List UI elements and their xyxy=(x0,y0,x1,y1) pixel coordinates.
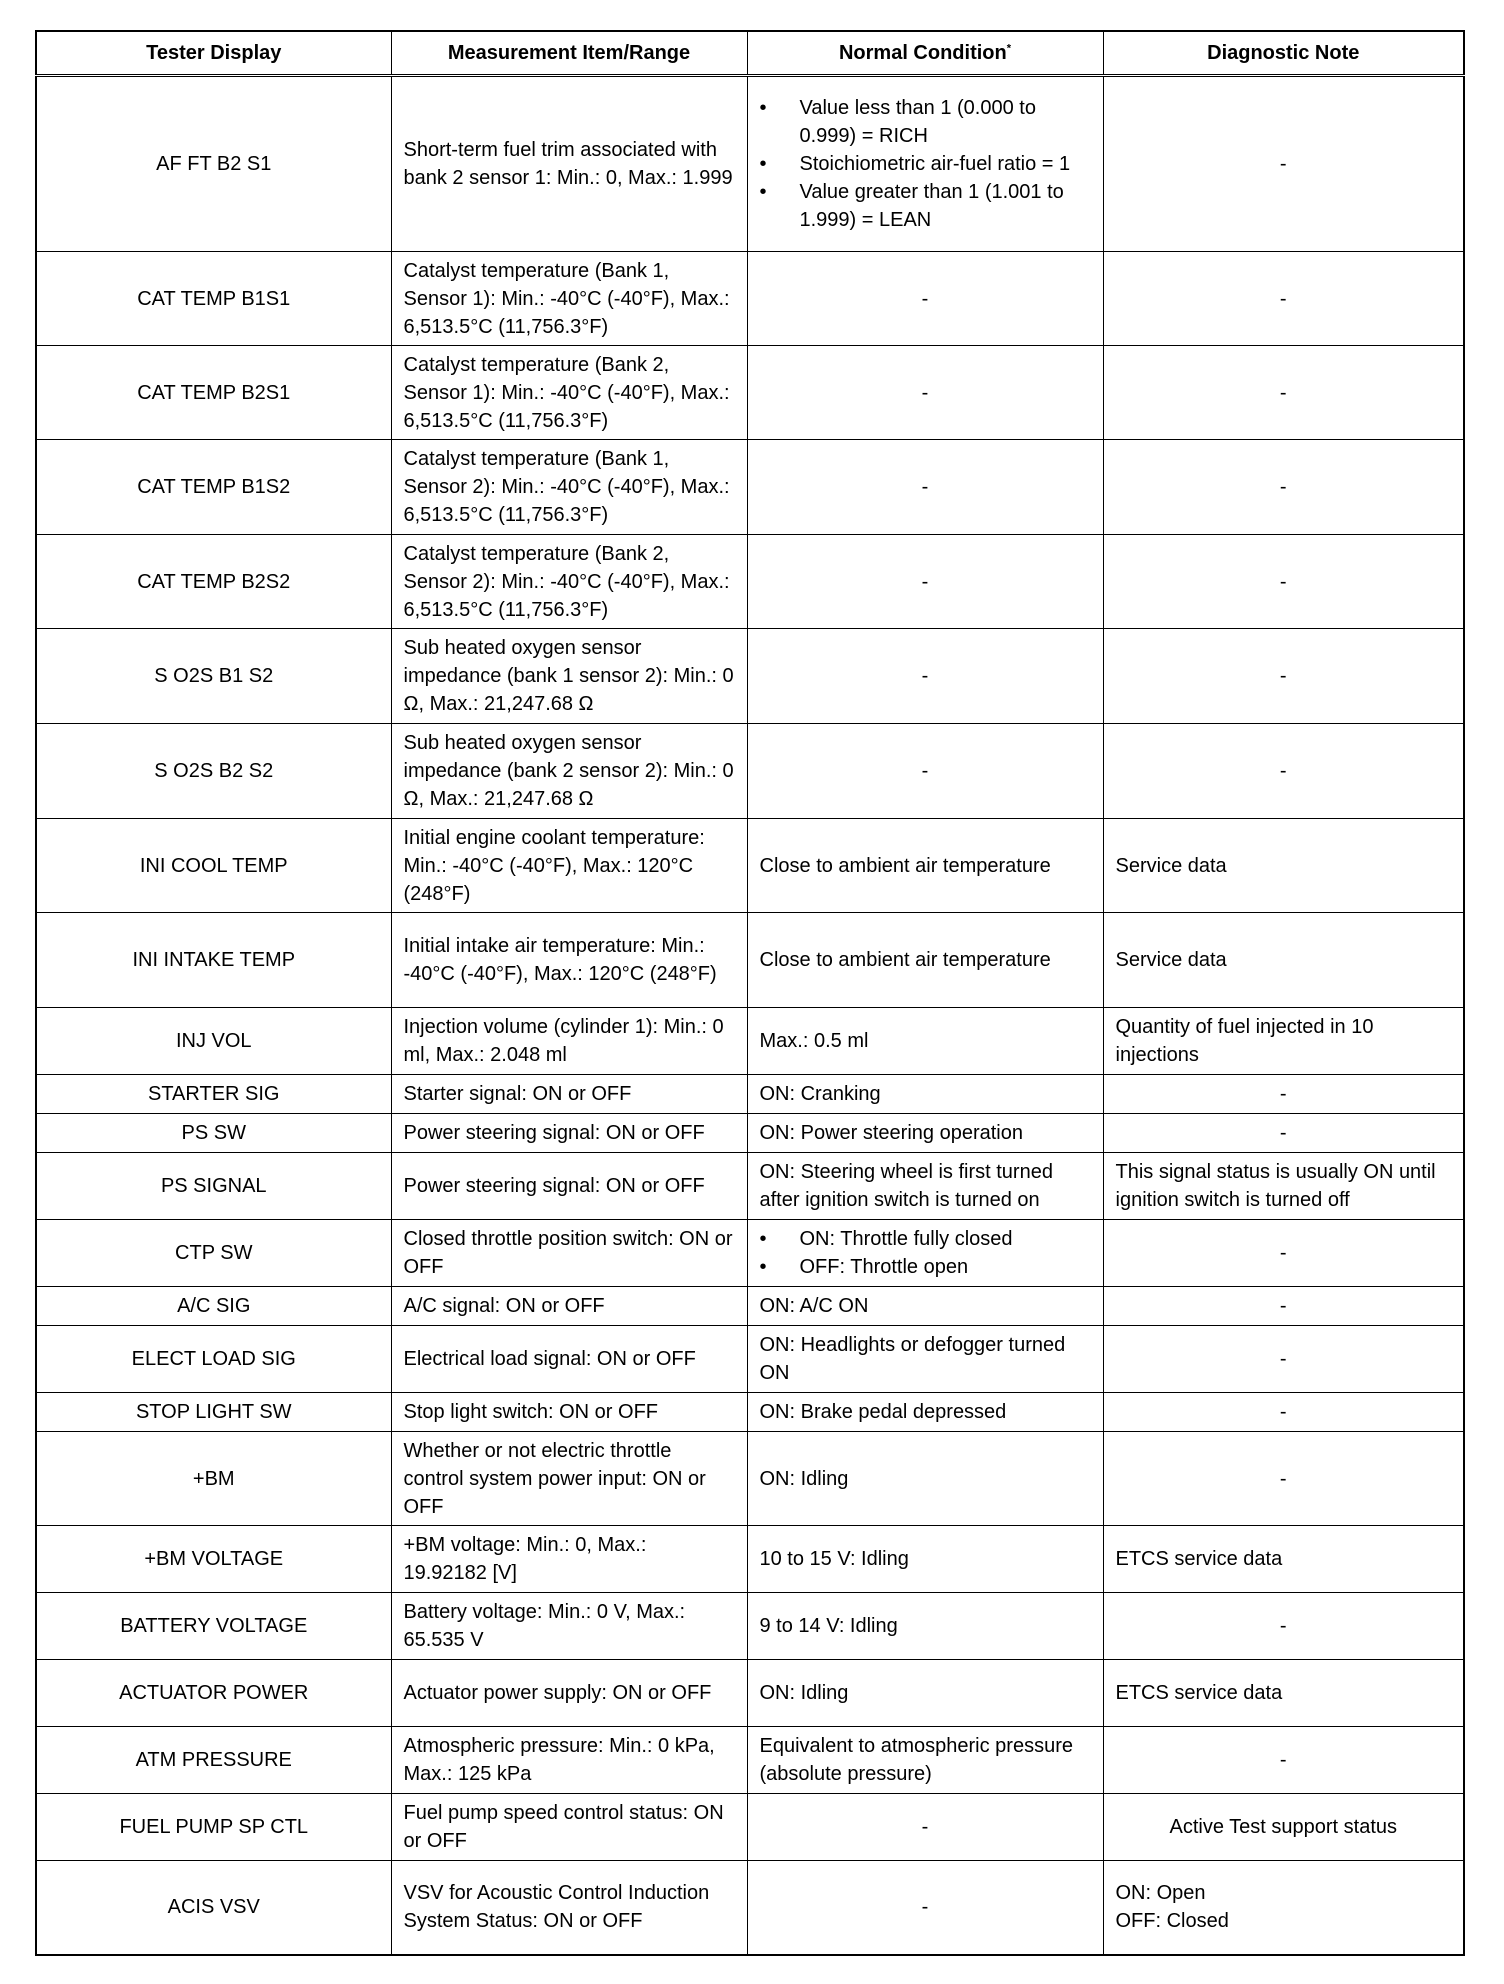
tester-display-cell: ACIS VSV xyxy=(36,1861,391,1955)
condition-cell: - xyxy=(747,724,1103,819)
table-row xyxy=(36,1393,1464,1432)
table-row xyxy=(36,1432,1464,1526)
measurement-cell: Sub heated oxygen sensor impedance (bank 1 sensor 2): Min.: 0 Ω, Max.: 21,247.68 Ω xyxy=(391,629,747,724)
measurement-cell: Closed throttle position switch: ON or OFF xyxy=(391,1220,747,1287)
note-cell: - xyxy=(1103,1593,1464,1660)
condition-cell: 10 to 15 V: Idling xyxy=(747,1526,1103,1593)
note-line: OFF: Closed xyxy=(1115,1910,1229,1933)
table-row xyxy=(36,1008,1464,1075)
note-cell xyxy=(1103,1861,1464,1955)
note-cell: - xyxy=(1103,724,1464,819)
header-measurement: Measurement Item/Range xyxy=(391,31,747,76)
condition-item: • OFF: Throttle open xyxy=(760,1253,1091,1281)
measurement-cell: VSV for Acoustic Control Induction System Status: ON or OFF xyxy=(391,1861,747,1955)
table-row xyxy=(36,346,1464,440)
note-cell: - xyxy=(1103,535,1464,629)
tester-display-cell: STARTER SIG xyxy=(36,1075,391,1114)
tester-display-cell: PS SIGNAL xyxy=(36,1153,391,1220)
table-row xyxy=(36,440,1464,535)
tester-display-cell: AF FT B2 S1 xyxy=(36,76,391,252)
tester-display-cell: CAT TEMP B2S2 xyxy=(36,535,391,629)
condition-item: • Stoichiometric air-fuel ratio = 1 xyxy=(760,150,1091,178)
condition-cell: - xyxy=(747,440,1103,535)
note-cell: - xyxy=(1103,76,1464,252)
tester-display-cell: +BM VOLTAGE xyxy=(36,1526,391,1593)
table-row xyxy=(36,1153,1464,1220)
table-row xyxy=(36,252,1464,346)
measurement-cell: Initial engine coolant temperature: Min.: -40°C (-40°F), Max.: 120°C (248°F) xyxy=(391,819,747,913)
measurement-cell: Power steering signal: ON or OFF xyxy=(391,1153,747,1220)
table-row xyxy=(36,629,1464,724)
measurement-cell: Whether or not electric throttle control system power input: ON or OFF xyxy=(391,1432,747,1526)
tester-display-cell: FUEL PUMP SP CTL xyxy=(36,1794,391,1861)
condition-cell: ON: Idling xyxy=(747,1432,1103,1526)
header-diagnostic-note: Diagnostic Note xyxy=(1103,31,1464,76)
measurement-cell: Atmospheric pressure: Min.: 0 kPa, Max.: 125 kPa xyxy=(391,1727,747,1794)
measurement-cell: Electrical load signal: ON or OFF xyxy=(391,1326,747,1393)
measurement-cell: Initial intake air temperature: Min.: -40°C (-40°F), Max.: 120°C (248°F) xyxy=(391,913,747,1008)
note-cell: - xyxy=(1103,1727,1464,1794)
condition-cell: ON: Idling xyxy=(747,1660,1103,1727)
note-cell: ETCS service data xyxy=(1103,1660,1464,1727)
condition-cell: - xyxy=(747,629,1103,724)
tester-display-cell: ATM PRESSURE xyxy=(36,1727,391,1794)
condition-cell: ON: Steering wheel is first turned after ignition switch is turned on xyxy=(747,1153,1103,1220)
table-row xyxy=(36,1287,1464,1326)
tester-display-cell: CAT TEMP B2S1 xyxy=(36,346,391,440)
condition-cell: ON: A/C ON xyxy=(747,1287,1103,1326)
condition-cell: Close to ambient air temperature xyxy=(747,913,1103,1008)
table-row xyxy=(36,819,1464,913)
note-cell: - xyxy=(1103,346,1464,440)
table-row xyxy=(36,1660,1464,1727)
note-cell: ETCS service data xyxy=(1103,1526,1464,1593)
note-line: ON: Open xyxy=(1115,1882,1206,1905)
tester-display-cell: CAT TEMP B1S2 xyxy=(36,440,391,535)
header-row xyxy=(36,31,1464,76)
condition-cell: - xyxy=(747,1794,1103,1861)
note-cell: Service data xyxy=(1103,913,1464,1008)
measurement-cell: A/C signal: ON or OFF xyxy=(391,1287,747,1326)
note-cell: - xyxy=(1103,1220,1464,1287)
measurement-cell: Catalyst temperature (Bank 2, Sensor 2): Min.: -40°C (-40°F), Max.: 6,513.5°C (11,756.3°F) xyxy=(391,535,747,629)
measurement-cell: +BM voltage: Min.: 0, Max.: 19.92182 [V] xyxy=(391,1526,747,1593)
condition-cell: ON: Headlights or defogger turned ON xyxy=(747,1326,1103,1393)
note-cell: - xyxy=(1103,1393,1464,1432)
measurement-cell: Catalyst temperature (Bank 2, Sensor 1): Min.: -40°C (-40°F), Max.: 6,513.5°C (11,756.3°F) xyxy=(391,346,747,440)
condition-item: • ON: Throttle fully closed xyxy=(760,1225,1091,1253)
measurement-cell: Stop light switch: ON or OFF xyxy=(391,1393,747,1432)
measurement-cell: Starter signal: ON or OFF xyxy=(391,1075,747,1114)
note-cell: Quantity of fuel injected in 10 injections xyxy=(1103,1008,1464,1075)
tester-display-cell: ELECT LOAD SIG xyxy=(36,1326,391,1393)
condition-cell: - xyxy=(747,1861,1103,1955)
condition-cell: Max.: 0.5 ml xyxy=(747,1008,1103,1075)
condition-cell: - xyxy=(747,535,1103,629)
tester-display-cell: +BM xyxy=(36,1432,391,1526)
measurement-cell: Battery voltage: Min.: 0 V, Max.: 65.535 V xyxy=(391,1593,747,1660)
measurement-cell: Catalyst temperature (Bank 1, Sensor 2): Min.: -40°C (-40°F), Max.: 6,513.5°C (11,756.3°F) xyxy=(391,440,747,535)
footnote-mark: * xyxy=(1006,42,1012,55)
measurement-cell: Short-term fuel trim associated with bank 2 sensor 1: Min.: 0, Max.: 1.999 xyxy=(391,76,747,252)
table-row xyxy=(36,1114,1464,1153)
tester-display-cell: STOP LIGHT SW xyxy=(36,1393,391,1432)
table-row xyxy=(36,913,1464,1008)
data-list-sheet xyxy=(35,30,1463,1956)
condition-cell: Equivalent to atmospheric pressure (absolute pressure) xyxy=(747,1727,1103,1794)
table-row xyxy=(36,1526,1464,1593)
note-cell: - xyxy=(1103,1326,1464,1393)
condition-cell: Close to ambient air temperature xyxy=(747,819,1103,913)
table-row xyxy=(36,1220,1464,1287)
tester-display-cell: PS SW xyxy=(36,1114,391,1153)
table-row xyxy=(36,1727,1464,1794)
condition-cell: ON: Cranking xyxy=(747,1075,1103,1114)
tester-display-cell: S O2S B1 S2 xyxy=(36,629,391,724)
header-tester-display: Tester Display xyxy=(36,31,391,76)
data-list-table xyxy=(35,30,1465,1956)
measurement-cell: Catalyst temperature (Bank 1, Sensor 1): Min.: -40°C (-40°F), Max.: 6,513.5°C (11,756.3°F) xyxy=(391,252,747,346)
table-row xyxy=(36,724,1464,819)
header-normal-condition-label: Normal Condition xyxy=(838,42,1007,64)
header-normal-condition xyxy=(747,31,1103,76)
table-row xyxy=(36,1326,1464,1393)
table-row xyxy=(36,1861,1464,1955)
condition-cell xyxy=(747,1220,1103,1287)
condition-cell: - xyxy=(747,346,1103,440)
note-cell: - xyxy=(1103,1287,1464,1326)
tester-display-cell: INJ VOL xyxy=(36,1008,391,1075)
tester-display-cell: A/C SIG xyxy=(36,1287,391,1326)
measurement-cell: Power steering signal: ON or OFF xyxy=(391,1114,747,1153)
tester-display-cell: S O2S B2 S2 xyxy=(36,724,391,819)
note-cell: Active Test support status xyxy=(1103,1794,1464,1861)
note-cell: This signal status is usually ON until ignition switch is turned off xyxy=(1103,1153,1464,1220)
tester-display-cell: CTP SW xyxy=(36,1220,391,1287)
note-cell: - xyxy=(1103,1114,1464,1153)
measurement-cell: Injection volume (cylinder 1): Min.: 0 ml, Max.: 2.048 ml xyxy=(391,1008,747,1075)
tester-display-cell: BATTERY VOLTAGE xyxy=(36,1593,391,1660)
tester-display-cell: INI COOL TEMP xyxy=(36,819,391,913)
note-cell: - xyxy=(1103,1432,1464,1526)
condition-list xyxy=(760,94,1091,234)
table-row xyxy=(36,535,1464,629)
tester-display-cell: INI INTAKE TEMP xyxy=(36,913,391,1008)
table-row xyxy=(36,1593,1464,1660)
table-row xyxy=(36,76,1464,252)
tester-display-cell: CAT TEMP B1S1 xyxy=(36,252,391,346)
condition-list xyxy=(760,1225,1091,1281)
note-cell: - xyxy=(1103,629,1464,724)
note-cell: - xyxy=(1103,252,1464,346)
measurement-cell: Sub heated oxygen sensor impedance (bank 2 sensor 2): Min.: 0 Ω, Max.: 21,247.68 Ω xyxy=(391,724,747,819)
table-row xyxy=(36,1075,1464,1114)
note-cell: - xyxy=(1103,440,1464,535)
note-cell: Service data xyxy=(1103,819,1464,913)
measurement-cell: Fuel pump speed control status: ON or OFF xyxy=(391,1794,747,1861)
condition-cell xyxy=(747,76,1103,252)
condition-cell: ON: Brake pedal depressed xyxy=(747,1393,1103,1432)
table-row xyxy=(36,1794,1464,1861)
condition-item: • Value greater than 1 (1.001 to 1.999) = LEAN xyxy=(760,178,1091,234)
tester-display-cell: ACTUATOR POWER xyxy=(36,1660,391,1727)
condition-item: • Value less than 1 (0.000 to 0.999) = RICH xyxy=(760,94,1091,150)
measurement-cell: Actuator power supply: ON or OFF xyxy=(391,1660,747,1727)
condition-cell: 9 to 14 V: Idling xyxy=(747,1593,1103,1660)
condition-cell: - xyxy=(747,252,1103,346)
note-cell: - xyxy=(1103,1075,1464,1114)
condition-cell: ON: Power steering operation xyxy=(747,1114,1103,1153)
